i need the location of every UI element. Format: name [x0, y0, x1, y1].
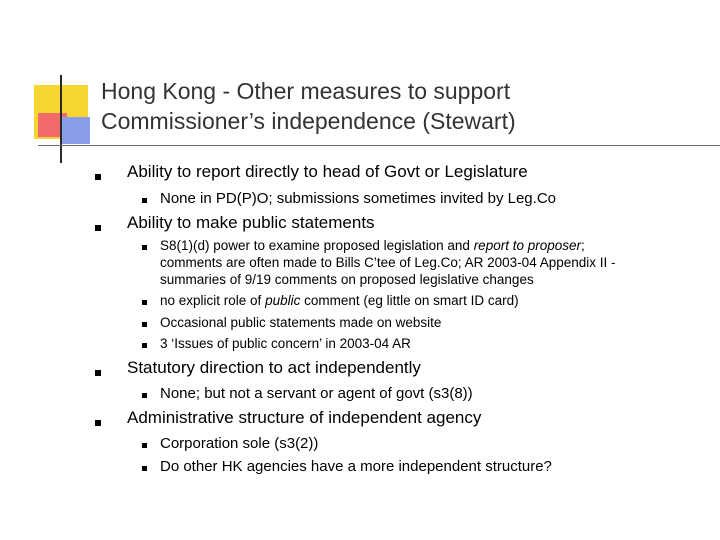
bullet-square-icon — [142, 322, 147, 327]
sub-bullet-no-explicit-role — [160, 292, 705, 309]
sub-bullet-other-agencies: Do other HK agencies have a more independent structure? — [160, 458, 552, 475]
bullet-square-icon — [95, 370, 101, 376]
no-explicit-role-end: comment (eg little on smart ID card) — [300, 293, 519, 308]
bullet-square-icon — [142, 393, 147, 398]
slide-title-line-1: Hong Kong - Other measures to support — [101, 78, 511, 104]
sub-bullet-occasional-statements: Occasional public statements made on website — [160, 315, 442, 330]
s8-line-1-end: ; — [581, 238, 585, 253]
bullet-square-icon — [142, 300, 147, 305]
sub-bullet-s8-line-1 — [160, 237, 705, 254]
bullet-square-icon — [142, 466, 147, 471]
no-explicit-role-emphasis: public — [265, 293, 301, 308]
sub-bullet-not-servant: None; but not a servant or agent of govt (s3(8)) — [160, 385, 473, 402]
sub-bullet-s8-power — [160, 237, 705, 288]
bullet-public-statements: Ability to make public statements — [127, 213, 375, 232]
s8-line-1-emphasis: report to proposer — [473, 238, 581, 253]
s8-line-1-text: S8(1)(d) power to examine proposed legislation and — [160, 238, 474, 253]
slide-title — [101, 76, 701, 136]
decor-blue-square — [62, 117, 90, 144]
bullet-administrative-structure: Administrative structure of independent agency — [127, 408, 482, 427]
sub-bullet-s8-line-2: comments are often made to Bills C’tee of Leg.Co; AR 2003-04 Appendix II - — [160, 255, 616, 270]
bullet-square-icon — [95, 420, 101, 426]
bullet-square-icon — [142, 198, 147, 203]
sub-bullet-issues-of-concern: 3 ‘Issues of public concern’ in 2003-04 AR — [160, 336, 411, 351]
bullet-statutory-direction: Statutory direction to act independently — [127, 358, 421, 377]
no-explicit-role-text: no explicit role of — [160, 293, 266, 308]
sub-bullet-none-in-pdpo: None in PD(P)O; submissions sometimes invited by Leg.Co — [160, 190, 556, 207]
bullet-square-icon — [95, 225, 101, 231]
sub-bullet-corporation-sole: Corporation sole (s3(2)) — [160, 435, 319, 452]
bullet-square-icon — [142, 343, 147, 348]
bullet-square-icon — [142, 245, 147, 250]
decor-vertical-line — [60, 75, 62, 163]
bullet-square-icon — [95, 174, 101, 180]
bullet-report-directly: Ability to report directly to head of Govt or Legislature — [127, 162, 528, 181]
bullet-square-icon — [142, 443, 147, 448]
sub-bullet-s8-line-3: summaries of 9/19 comments on proposed legislative changes — [160, 272, 534, 287]
slide-title-line-2: Commissioner’s independence (Stewart) — [101, 108, 516, 134]
title-divider — [38, 145, 720, 146]
